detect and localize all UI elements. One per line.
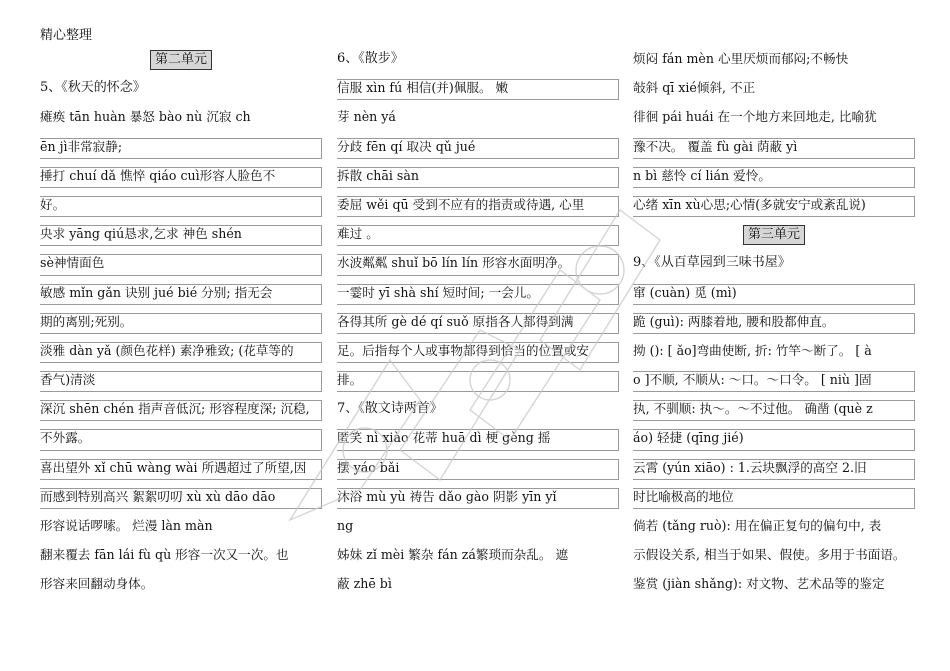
vocab-line: 分歧 fēn qí 取决 qǔ jué [337,132,619,161]
vocab-line: 期的离别;死别。 [40,307,322,336]
unit-heading: 第三单元 [743,225,805,245]
vocab-line: 形容来回翻动身体。 [40,576,154,592]
vocab-line: 心绪 xīn xù心思;心情(多就安宁或紊乱说) [633,190,915,219]
vocab-line: 敧斜 qī xié倾斜, 不正 [633,80,756,96]
vocab-line: 而感到特别高兴 絮絮叨叨 xù xù dāo dāo [40,482,322,511]
vocab-line: 拗 (): [ ǎo]弯曲使断, 折: 竹竿～断了。 [ à [633,342,872,358]
column-1 [40,44,322,599]
vocab-line: 瘫痪 tān huàn 暴怒 bào nù 沉寂 ch [40,109,251,125]
vocab-line: 敏感 mǐn gǎn 诀别 jué bié 分别; 指无会 [40,278,322,307]
vocab-line: 难过 。 [337,219,619,248]
vocab-line: 蔽 zhē bì [337,576,392,592]
vocab-line: 香气)清淡 [40,365,322,394]
lesson-heading: 7、《散文诗两首》 [337,401,443,417]
vocab-line: 好。 [40,190,322,219]
vocab-line: 足。后指每个人或事物都得到恰当的位置或安 [337,336,619,365]
vocab-line: 央求 yāng qiú恳求,乞求 神色 shén [40,219,322,248]
vocab-line: 执, 不驯顺: 执～。～不过他。 确凿 (què z [633,394,915,423]
vocab-line: 芽 nèn yá [337,109,396,125]
column-3 [633,44,915,599]
vocab-line: 倘若 (tǎng ruò): 用在偏正复句的偏句中, 表 [633,518,882,533]
vocab-line: 深沉 shēn chén 指声音低沉; 形容程度深; 沉稳, [40,394,322,423]
vocab-line: 不外露。 [40,423,322,452]
vocab-line: 烦闷 fán mèn 心里厌烦而郁闷;不畅快 [633,51,849,66]
unit-heading: 第二单元 [150,50,212,70]
vocab-line: 云霄 (yún xiāo) : 1.云块飘浮的高空 2.旧 [633,453,915,482]
vocab-line: sè神情面色 [40,248,322,277]
vocab-line: ēn jì非常寂静; [40,132,322,161]
lesson-heading: 6、《散步》 [337,51,404,66]
lesson-heading: 9、《从百草园到三味书屋》 [633,255,791,271]
vocab-line: 示假设关系, 相当于如果、假使。多用于书面语。 [633,547,906,563]
vocab-line: 捶打 chuí dǎ 憔悴 qiáo cuì形容人脸色不 [40,161,322,190]
vocab-line: o ]不顺, 不顺从: ～口。～口令。 [ niù ]固 [633,365,915,394]
vocab-line: 豫不决。 覆盖 fù gài 荫蔽 yì [633,132,915,161]
vocab-line: 姊妹 zǐ mèi 繁杂 fán zá繁琐而杂乱。 遮 [337,547,569,563]
page-header-title: 精心整理 [40,28,93,43]
vocab-line: 淡雅 dàn yǎ (颜色花样) 素净雅致; (花草等的 [40,336,322,365]
vocab-line: 一霎时 yī shà shí 短时间; 一会儿。 [337,278,619,307]
vocab-line: 委屈 wěi qū 受到不应有的指责或待遇, 心里 [337,190,619,219]
vocab-line: 鉴赏 (jiàn shǎng): 对文物、艺术品等的鉴定 [633,576,885,592]
vocab-line: 摆 yáo bǎi [337,453,619,482]
vocab-line: 信服 xìn fú 相信(并)佩服。 嫩 [337,73,619,102]
vocab-line: 匿笑 nì xiào 花蒂 huā dì 梗 gěng 摇 [337,423,619,452]
vocab-line: n bì 慈怜 cí lián 爱怜。 [633,161,915,190]
vocab-line: 水波粼粼 shuǐ bō lín lín 形容水面明净。 [337,248,619,277]
vocab-line: 翻来覆去 fān lái fù qù 形容一次又一次。也 [40,547,289,563]
vocab-line: áo) 轻捷 (qīng jié) [633,423,915,452]
vocab-line: 拆散 chāi sàn [337,161,619,190]
vocab-line: 跪 (guì): 两膝着地, 腰和股都伸直。 [633,307,915,336]
unit-heading-row [40,44,322,73]
vocab-line: 形容说话啰嗦。 烂漫 làn màn [40,518,213,533]
lesson-heading: 5、《秋天的怀念》 [40,80,146,96]
vocab-line: 喜出望外 xǐ chū wàng wài 所遇超过了所望,因 [40,453,322,482]
vocab-line: 沐浴 mù yù 祷告 dǎo gào 阴影 yīn yǐ [337,482,619,511]
vocab-line: 时比喻极高的地位 [633,482,915,511]
unit-heading-row [633,219,915,248]
vocab-line: 排。 [337,365,619,394]
vocab-line: ng [337,518,354,533]
vocab-line: 窜 (cuàn) 觅 (mì) [633,278,915,307]
vocab-line: 徘徊 pái huái 在一个地方来回地走, 比喻犹 [633,109,877,125]
column-2 [337,44,619,599]
vocab-line: 各得其所 gè dé qí suǒ 原指各人都得到满 [337,307,619,336]
